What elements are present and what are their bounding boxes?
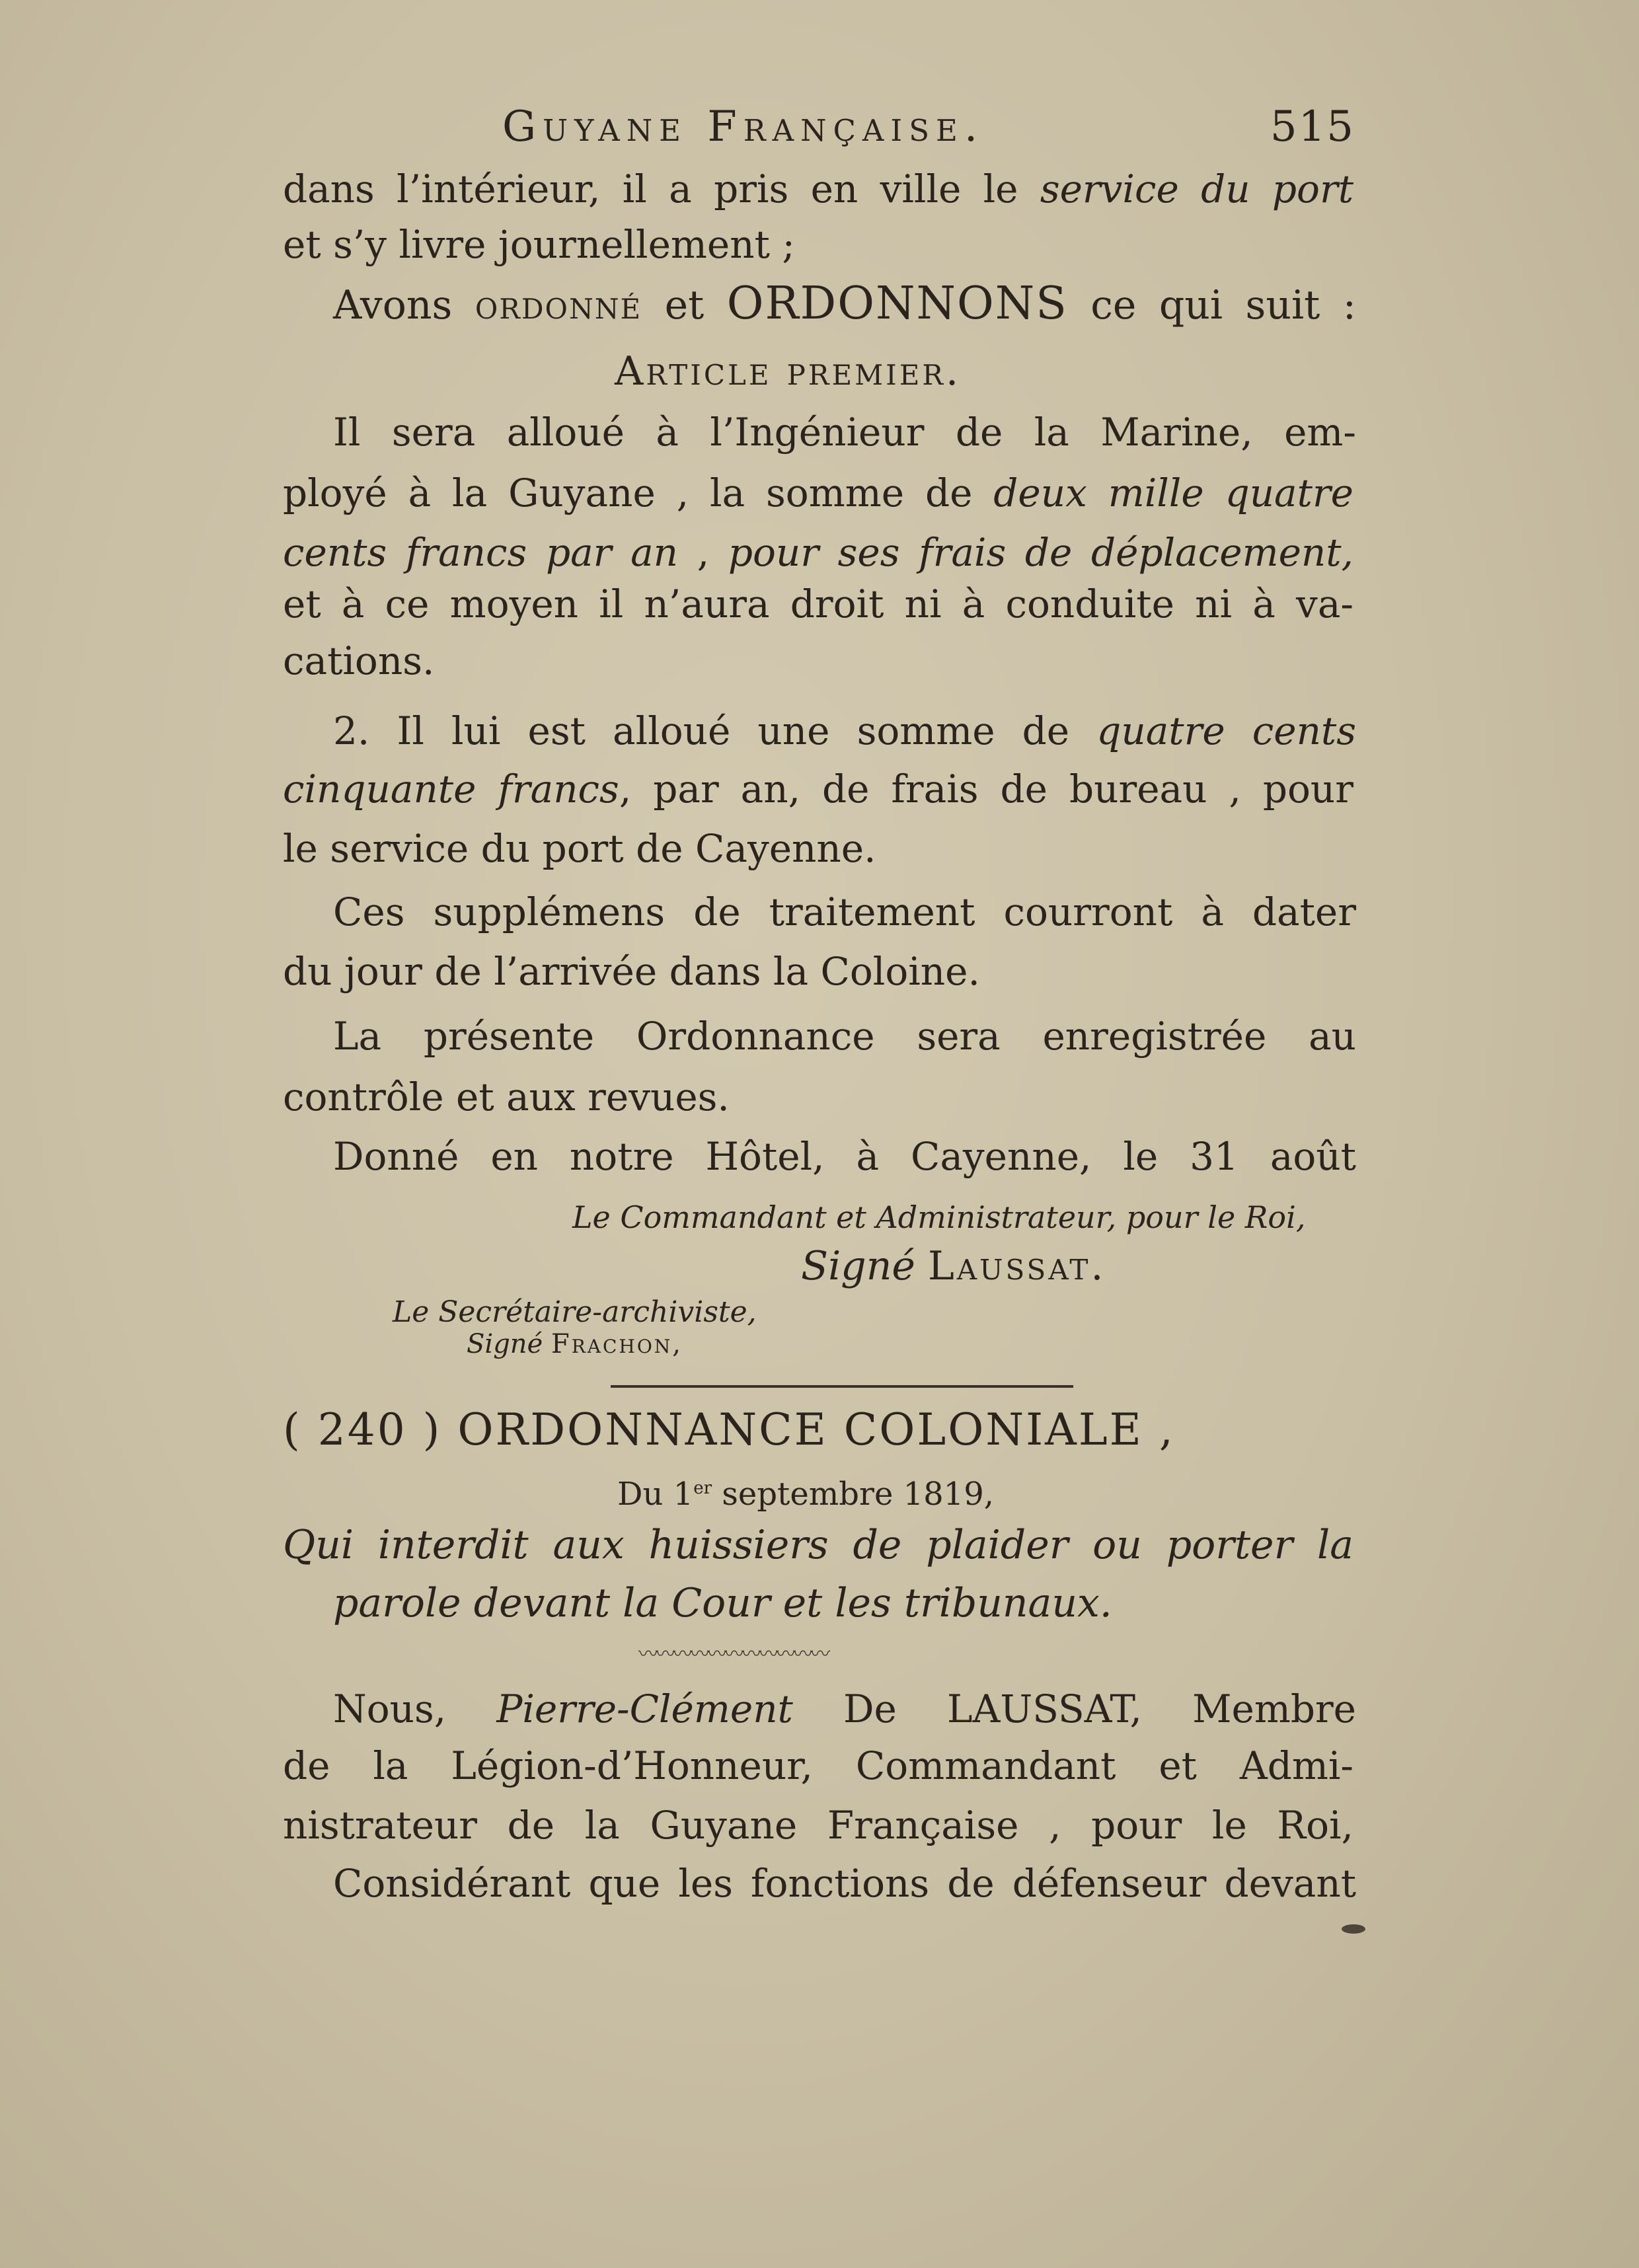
text-line — [333, 404, 1356, 460]
dating-clause: Donné en notre Hôtel, à Cayenne, le 31 août — [333, 1134, 1356, 1179]
commandant-title: Le Commandant et Administrateur, pour le Roi, — [572, 1199, 1306, 1235]
text-segment: Il sera alloué à l’Ingénieur de la Marine, em- — [333, 410, 1356, 455]
text-line — [283, 525, 1353, 580]
text-segment: contrôle et aux revues. — [283, 1075, 730, 1119]
text-line — [283, 944, 1353, 999]
text-line — [283, 761, 1353, 817]
text-segment: Considérant que les fonctions de défenseur devant — [333, 1861, 1356, 1906]
text-line — [283, 465, 1353, 521]
wavy-ornament: 〰〰〰〰〰〰〰〰〰〰〰 — [638, 1643, 827, 1666]
italic-segment: service du port — [1040, 167, 1353, 211]
divider-rule — [611, 1385, 1073, 1388]
article-title: Article premier. — [615, 348, 962, 395]
text-line — [283, 821, 1353, 876]
text-line — [333, 1681, 1356, 1737]
running-title: Guyane Française. — [502, 102, 985, 151]
ordinance-heading: ( 240 ) ORDONNANCE COLONIALE , — [283, 1404, 1175, 1455]
ordinance-subject-line: Qui interdit aux huissiers de plaider ou porter la — [283, 1522, 1353, 1568]
text-segment: De LAUSSAT, Membre — [792, 1686, 1356, 1731]
text-segment: dans l’intérieur, il a pris en ville le — [283, 167, 1040, 211]
text-line — [283, 1069, 1353, 1125]
page-number: 515 — [1270, 102, 1355, 151]
page-end-mark — [1342, 1924, 1365, 1934]
text-segment: Nous, — [333, 1686, 497, 1731]
text-line — [333, 884, 1356, 940]
text-segment: , — [678, 530, 728, 575]
italic-segment: Pierre-Clément — [496, 1686, 793, 1731]
text-segment: et à ce moyen il n’aura droit ni à conduite ni à va- — [283, 582, 1353, 626]
text-segment: de la Légion-d’Honneur, Commandant et Admi- — [283, 1743, 1353, 1788]
signature-frachon: Signé Frachon, — [467, 1329, 683, 1359]
secretaire-title: Le Secrétaire-archiviste, — [393, 1295, 757, 1329]
text-segment: nistrateur de la Guyane Française , pour le Roi, — [283, 1803, 1353, 1848]
text-segment: Ces supplémens de traitement courront à dater — [333, 889, 1356, 934]
text-line — [283, 576, 1353, 632]
signature-laussat: Signé Laussat. — [801, 1243, 1106, 1289]
italic-segment: cinquante francs — [283, 767, 619, 812]
ordinance-subject-line: parole devant la Cour et les tribunaux. — [333, 1580, 1112, 1626]
text-segment: 2. Il lui est alloué une somme de — [333, 708, 1097, 753]
running-header — [502, 99, 1355, 155]
italic-segment: quatre cents — [1096, 708, 1356, 753]
text-segment: et s’y livre journellement ; — [283, 222, 795, 267]
text-line — [333, 1008, 1356, 1064]
text-segment: ployé à la Guyane , la somme de — [283, 471, 994, 515]
text-line — [333, 1856, 1356, 1911]
italic-segment: cents francs par an — [283, 530, 679, 575]
text-line — [283, 161, 1353, 217]
text-segment: cations. — [283, 638, 435, 683]
enacting-clause: Avons ordonné et ORDONNONS ce qui suit : — [333, 278, 1356, 330]
italic-segment: pour ses frais de déplacement, — [728, 530, 1353, 575]
text-line — [283, 1797, 1353, 1853]
ordinance-date: Du 1er septembre 1819, — [617, 1476, 995, 1513]
text-segment: La présente Ordonnance sera enregistrée au — [333, 1014, 1356, 1059]
text-line — [283, 217, 1353, 272]
text-segment: le service du port de Cayenne. — [283, 826, 876, 871]
text-line — [283, 633, 1353, 689]
text-line — [333, 703, 1356, 759]
text-line — [283, 1738, 1353, 1794]
text-segment: , par an, de frais de bureau , pour — [619, 767, 1353, 812]
text-segment: du jour de l’arrivée dans la Coloine. — [283, 949, 980, 994]
italic-segment: deux mille quatre — [993, 471, 1353, 515]
